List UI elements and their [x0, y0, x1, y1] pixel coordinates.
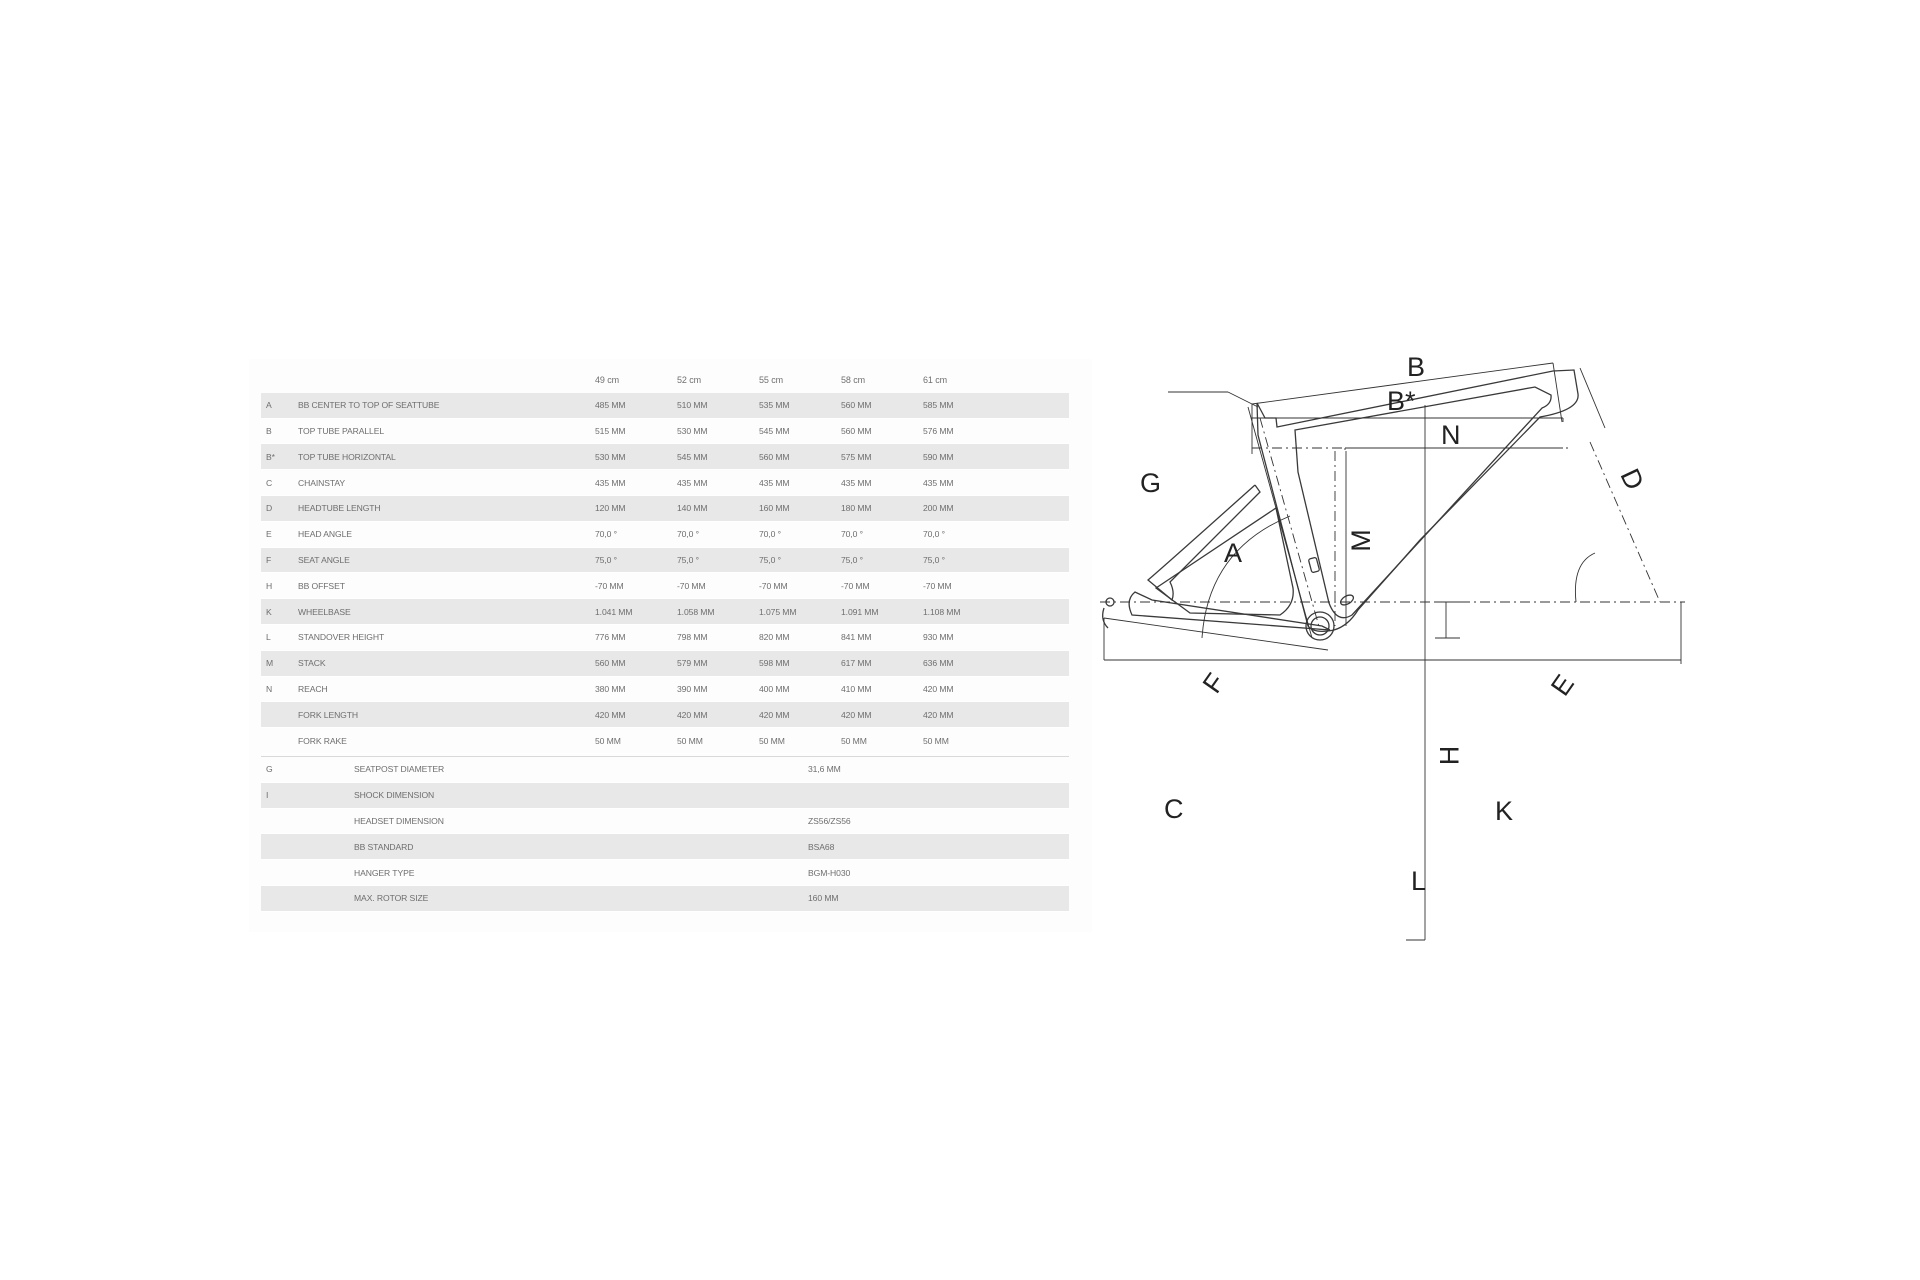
row-value: 560 MM	[595, 650, 677, 676]
spec-row	[261, 757, 1069, 783]
row-name: WHEELBASE	[298, 599, 595, 625]
row-value: -70 MM	[759, 573, 841, 599]
row-key: E	[261, 521, 298, 547]
row-key: B	[261, 418, 298, 444]
row-value: 930 MM	[923, 624, 1005, 650]
row-name: REACH	[298, 676, 595, 702]
row-value: 1.058 MM	[677, 599, 759, 625]
spec-value: BSA68	[808, 834, 1069, 860]
row-value: 50 MM	[677, 728, 759, 754]
cable-port	[1339, 593, 1355, 607]
row-value: 50 MM	[923, 728, 1005, 754]
row-name: TOP TUBE HORIZONTAL	[298, 444, 595, 470]
spec-value	[808, 782, 1069, 808]
row-name: SEAT ANGLE	[298, 547, 595, 573]
row-value: 560 MM	[841, 418, 923, 444]
row-value: 70,0 °	[923, 521, 1005, 547]
spec-value: ZS56/ZS56	[808, 808, 1069, 834]
row-value: 576 MM	[923, 418, 1005, 444]
row-value: -70 MM	[595, 573, 677, 599]
row-value: 435 MM	[923, 470, 1005, 496]
table-row	[261, 650, 1069, 676]
geometry-table-card	[249, 359, 1092, 932]
row-name: HEAD ANGLE	[298, 521, 595, 547]
row-value: 70,0 °	[677, 521, 759, 547]
row-value: 400 MM	[759, 676, 841, 702]
label-g: G	[1140, 468, 1162, 498]
spec-name: HEADSET DIMENSION	[354, 808, 808, 834]
row-key	[261, 728, 298, 754]
spec-row	[261, 834, 1069, 860]
geometry-table	[261, 368, 1069, 754]
row-value: 560 MM	[841, 393, 923, 418]
row-value: 435 MM	[841, 470, 923, 496]
row-value: 579 MM	[677, 650, 759, 676]
spec-name: SHOCK DIMENSION	[354, 782, 808, 808]
row-value: 70,0 °	[841, 521, 923, 547]
row-value: 1.041 MM	[595, 599, 677, 625]
row-value: 560 MM	[759, 444, 841, 470]
row-key	[261, 702, 298, 728]
row-value: 798 MM	[677, 624, 759, 650]
row-value: 390 MM	[677, 676, 759, 702]
frame-drawing	[1090, 330, 1700, 950]
table-row	[261, 495, 1069, 521]
row-key: N	[261, 676, 298, 702]
row-value: 75,0 °	[923, 547, 1005, 573]
spec-key	[261, 808, 298, 834]
row-value: 545 MM	[677, 444, 759, 470]
row-value: 420 MM	[677, 702, 759, 728]
row-value: 75,0 °	[841, 547, 923, 573]
row-value: 510 MM	[677, 393, 759, 418]
spec-key	[261, 834, 298, 860]
cable-port	[1308, 557, 1319, 573]
row-value: 435 MM	[759, 470, 841, 496]
row-value: 120 MM	[595, 495, 677, 521]
label-h: H	[1434, 745, 1465, 766]
row-key: F	[261, 547, 298, 573]
spec-row	[261, 782, 1069, 808]
row-value: 75,0 °	[759, 547, 841, 573]
table-row	[261, 470, 1069, 496]
table-row	[261, 444, 1069, 470]
spec-row	[261, 885, 1069, 911]
table-row	[261, 521, 1069, 547]
row-value: 420 MM	[923, 676, 1005, 702]
table-row	[261, 624, 1069, 650]
row-value: 410 MM	[841, 676, 923, 702]
row-value: 617 MM	[841, 650, 923, 676]
spec-value: 31,6 MM	[808, 757, 1069, 783]
spec-key	[261, 885, 298, 911]
row-value: 485 MM	[595, 393, 677, 418]
row-name: TOP TUBE PARALLEL	[298, 418, 595, 444]
row-value: 636 MM	[923, 650, 1005, 676]
row-key: K	[261, 599, 298, 625]
spec-name: BB STANDARD	[354, 834, 808, 860]
size-header: 58 cm	[841, 375, 866, 386]
row-value: 75,0 °	[677, 547, 759, 573]
row-value: 420 MM	[841, 702, 923, 728]
row-value: 420 MM	[923, 702, 1005, 728]
label-m: M	[1345, 529, 1376, 552]
row-value: -70 MM	[923, 573, 1005, 599]
row-value: -70 MM	[841, 573, 923, 599]
row-value: 1.091 MM	[841, 599, 923, 625]
spec-row	[261, 860, 1069, 886]
table-row	[261, 599, 1069, 625]
chain-stay	[1129, 592, 1330, 630]
row-name: BB CENTER TO TOP OF SEATTUBE	[298, 393, 595, 418]
table-row	[261, 702, 1069, 728]
row-key: L	[261, 624, 298, 650]
row-value: 598 MM	[759, 650, 841, 676]
spec-key: I	[261, 782, 298, 808]
row-value: 841 MM	[841, 624, 923, 650]
row-value: 530 MM	[677, 418, 759, 444]
row-value: 435 MM	[595, 470, 677, 496]
row-value: 70,0 °	[759, 521, 841, 547]
row-value: 70,0 °	[595, 521, 677, 547]
spec-row	[261, 808, 1069, 834]
row-key: C	[261, 470, 298, 496]
label-b: B	[1407, 352, 1426, 382]
frame-geometry-diagram	[1090, 330, 1700, 950]
label-l: L	[1411, 866, 1427, 896]
spec-key: G	[261, 757, 298, 783]
row-key: D	[261, 495, 298, 521]
table-row	[261, 573, 1069, 599]
table-row	[261, 418, 1069, 444]
row-value: 590 MM	[923, 444, 1005, 470]
row-value: 585 MM	[923, 393, 1005, 418]
label-e: E	[1545, 669, 1581, 702]
row-value: 180 MM	[841, 495, 923, 521]
label-d: D	[1614, 464, 1650, 495]
size-header: 61 cm	[923, 375, 948, 386]
row-value: -70 MM	[677, 573, 759, 599]
spec-name: MAX. ROTOR SIZE	[354, 885, 808, 911]
row-name: STANDOVER HEIGHT	[298, 624, 595, 650]
row-name: FORK LENGTH	[298, 702, 595, 728]
row-key: M	[261, 650, 298, 676]
row-value: 50 MM	[759, 728, 841, 754]
row-value: 380 MM	[595, 676, 677, 702]
row-value: 50 MM	[841, 728, 923, 754]
row-name: STACK	[298, 650, 595, 676]
row-key: B*	[261, 444, 298, 470]
label-k: K	[1495, 796, 1514, 826]
row-value: 435 MM	[677, 470, 759, 496]
spec-key	[261, 860, 298, 886]
row-key: H	[261, 573, 298, 599]
row-value: 420 MM	[595, 702, 677, 728]
table-row	[261, 547, 1069, 573]
row-name: HEADTUBE LENGTH	[298, 495, 595, 521]
label-b-star: B*	[1387, 386, 1416, 416]
row-value: 535 MM	[759, 393, 841, 418]
row-value: 820 MM	[759, 624, 841, 650]
label-f: F	[1196, 667, 1231, 699]
row-value: 75,0 °	[595, 547, 677, 573]
spec-name: HANGER TYPE	[354, 860, 808, 886]
row-value: 200 MM	[923, 495, 1005, 521]
label-n: N	[1441, 420, 1461, 450]
table-row	[261, 676, 1069, 702]
spec-value: 160 MM	[808, 885, 1069, 911]
size-header: 55 cm	[759, 375, 784, 386]
row-value: 140 MM	[677, 495, 759, 521]
row-value: 545 MM	[759, 418, 841, 444]
row-name: CHAINSTAY	[298, 470, 595, 496]
front-triangle-inner	[1295, 387, 1551, 618]
row-value: 530 MM	[595, 444, 677, 470]
row-value: 50 MM	[595, 728, 677, 754]
size-header: 49 cm	[595, 375, 620, 386]
row-value: 1.108 MM	[923, 599, 1005, 625]
spec-value: BGM-H030	[808, 860, 1069, 886]
row-name: BB OFFSET	[298, 573, 595, 599]
size-header-row	[261, 368, 1069, 393]
row-key: A	[261, 393, 298, 418]
row-value: 420 MM	[759, 702, 841, 728]
row-value: 1.075 MM	[759, 599, 841, 625]
row-name: FORK RAKE	[298, 728, 595, 754]
size-header: 52 cm	[677, 375, 702, 386]
spec-name: SEATPOST DIAMETER	[354, 757, 808, 783]
label-a: A	[1224, 538, 1243, 568]
label-c: C	[1164, 794, 1184, 824]
row-value: 160 MM	[759, 495, 841, 521]
row-value: 575 MM	[841, 444, 923, 470]
row-value: 776 MM	[595, 624, 677, 650]
row-value: 515 MM	[595, 418, 677, 444]
table-row	[261, 393, 1069, 418]
table-row	[261, 728, 1069, 754]
component-spec-table	[261, 756, 1069, 912]
